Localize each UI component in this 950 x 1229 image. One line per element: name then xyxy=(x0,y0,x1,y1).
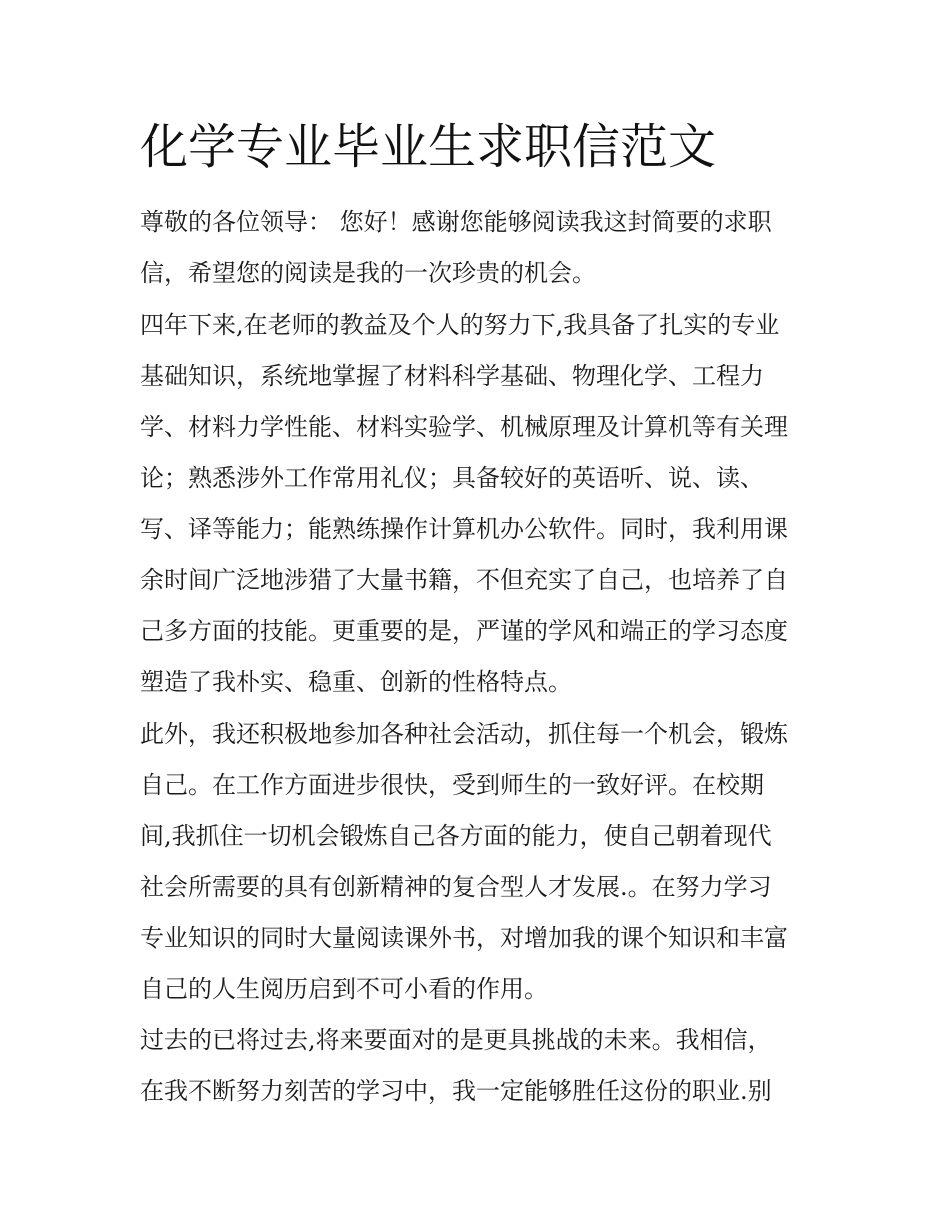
body-line: 专业知识的同时大量阅读课外书，对增加我的课个知识和丰富 xyxy=(140,924,788,952)
body-line: 学、材料力学性能、材料实验学、机械原理及计算机等有关理 xyxy=(140,413,788,441)
body-line: 在我不断努力刻苦的学习中，我一定能够胜任这份的职业.别 xyxy=(140,1077,772,1105)
body-line: 四年下来,在老师的教益及个人的努力下,我具备了扎实的专业 xyxy=(140,311,780,339)
body-line: 余时间广泛地涉猎了大量书籍，不但充实了自己，也培养了自 xyxy=(140,566,788,594)
body-line: 此外，我还积极地参加各种社会活动，抓住每一个机会，锻炼 xyxy=(140,720,788,748)
body-line: 基础知识，系统地掌握了材料科学基础、物理化学、工程力 xyxy=(140,362,764,390)
document-title: 化学专业毕业生求职信范文 xyxy=(140,119,717,175)
body-line: 论；熟悉涉外工作常用礼仪；具备较好的英语听、说、读、 xyxy=(140,464,764,492)
body-line: 过去的已将过去,将来要面对的是更具挑战的未来。我相信， xyxy=(140,1026,772,1054)
body-line: 写、译等能力；能熟练操作计算机办公软件。同时，我利用课 xyxy=(140,515,788,543)
body-line: 己多方面的技能。更重要的是，严谨的学风和端正的学习态度 xyxy=(140,617,788,645)
body-line: 信，希望您的阅读是我的一次珍贵的机会。 xyxy=(140,259,596,287)
body-line: 塑造了我朴实、稳重、创新的性格特点。 xyxy=(140,668,572,696)
body-line: 间,我抓住一切机会锻炼自己各方面的能力，使自己朝着现代 xyxy=(140,822,772,850)
body-line: 自己。在工作方面进步很快，受到师生的一致好评。在校期 xyxy=(140,771,764,799)
body-line: 社会所需要的具有创新精神的复合型人才发展.。在努力学习 xyxy=(140,873,772,901)
body-line: 自己的人生阅历启到不可小看的作用。 xyxy=(140,975,548,1003)
body-line: 尊敬的各位领导： 您好！感谢您能够阅读我这封简要的求职 xyxy=(140,208,772,236)
